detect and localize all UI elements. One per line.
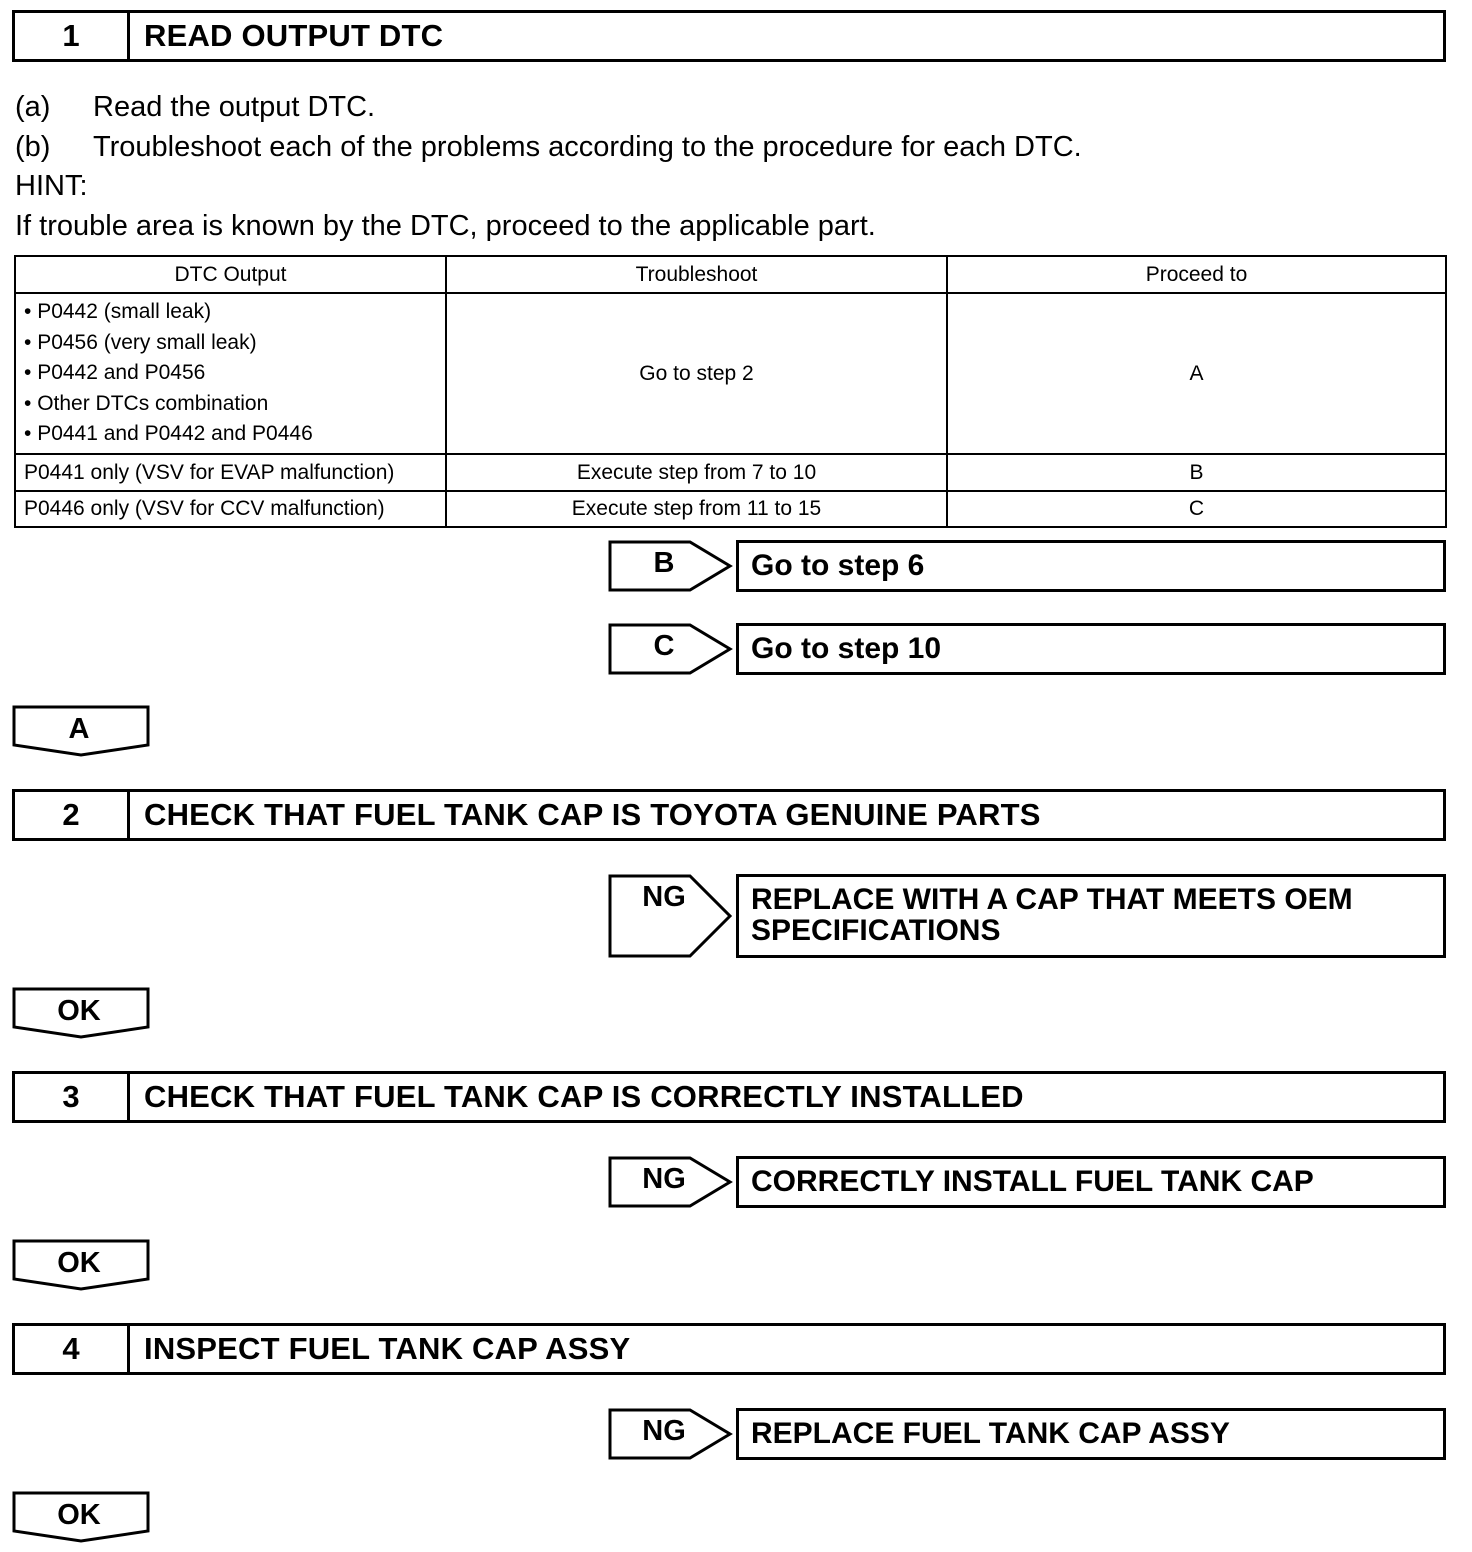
instruction-a — [15, 90, 375, 124]
branch-label: B — [653, 547, 675, 579]
step-1-header — [12, 10, 1446, 62]
ng-result: REPLACE FUEL TANK CAP ASSY — [736, 1408, 1446, 1460]
ng-result-line: REPLACE WITH A CAP THAT MEETS OEM — [751, 883, 1353, 916]
troubleshoot-cell: Execute step from 7 to 10 — [446, 454, 947, 491]
column-header: Troubleshoot — [446, 256, 947, 293]
list-item: • P0456 (very small leak) — [24, 330, 257, 354]
step-number: 1 — [15, 13, 130, 59]
ng-result — [736, 874, 1446, 958]
table-row — [15, 293, 1446, 454]
ng-result: CORRECTLY INSTALL FUEL TANK CAP — [736, 1156, 1446, 1208]
table-header-row — [15, 256, 1446, 293]
dtc-table — [14, 255, 1447, 528]
dtc-output-cell — [15, 293, 446, 454]
branch-result: Go to step 10 — [736, 623, 1446, 675]
proceed-cell: A — [947, 293, 1446, 454]
step-number: 3 — [15, 1074, 130, 1120]
ng-result-line: SPECIFICATIONS — [751, 914, 1001, 947]
step-number: 2 — [15, 792, 130, 838]
ng-label: NG — [642, 1415, 686, 1447]
step-title: CHECK THAT FUEL TANK CAP IS CORRECTLY INSTALLED — [144, 1079, 1024, 1114]
step-2-header — [12, 789, 1446, 841]
instruction-text: Troubleshoot each of the problems according to the procedure for each DTC. — [93, 131, 1082, 163]
step-title: CHECK THAT FUEL TANK CAP IS TOYOTA GENUINE PARTS — [144, 797, 1041, 832]
instruction-tag: (a) — [15, 91, 51, 123]
ok-label: OK — [57, 1247, 101, 1279]
step-3-header — [12, 1071, 1446, 1123]
column-header: DTC Output — [15, 256, 446, 293]
step-4-header — [12, 1323, 1446, 1375]
list-item: • Other DTCs combination — [24, 391, 269, 415]
instruction-tag: (b) — [15, 131, 51, 163]
flow-label: A — [68, 713, 90, 745]
dtc-output-cell: P0441 only (VSV for EVAP malfunction) — [15, 454, 446, 491]
hint-label: HINT: — [15, 170, 88, 202]
list-item: • P0442 and P0456 — [24, 361, 206, 385]
ok-label: OK — [57, 995, 101, 1027]
list-item: • P0441 and P0442 and P0446 — [24, 422, 313, 446]
proceed-cell: C — [947, 491, 1446, 527]
troubleshoot-cell: Go to step 2 — [446, 293, 947, 454]
step-title: INSPECT FUEL TANK CAP ASSY — [144, 1331, 631, 1366]
instruction-b — [15, 130, 1082, 164]
ok-label: OK — [57, 1499, 101, 1531]
hint-text: If trouble area is known by the DTC, proceed to the applicable part. — [15, 210, 876, 242]
branch-result: Go to step 6 — [736, 540, 1446, 592]
ng-label: NG — [642, 1163, 686, 1195]
step-title: READ OUTPUT DTC — [144, 18, 444, 53]
proceed-cell: B — [947, 454, 1446, 491]
table-row — [15, 454, 1446, 491]
step-number: 4 — [15, 1326, 130, 1372]
column-header: Proceed to — [947, 256, 1446, 293]
instruction-text: Read the output DTC. — [93, 91, 376, 123]
table-row — [15, 491, 1446, 527]
ng-label: NG — [642, 881, 686, 913]
list-item: • P0442 (small leak) — [24, 300, 212, 324]
troubleshoot-cell: Execute step from 11 to 15 — [446, 491, 947, 527]
dtc-output-cell: P0446 only (VSV for CCV malfunction) — [15, 491, 446, 527]
branch-label: C — [653, 630, 675, 662]
